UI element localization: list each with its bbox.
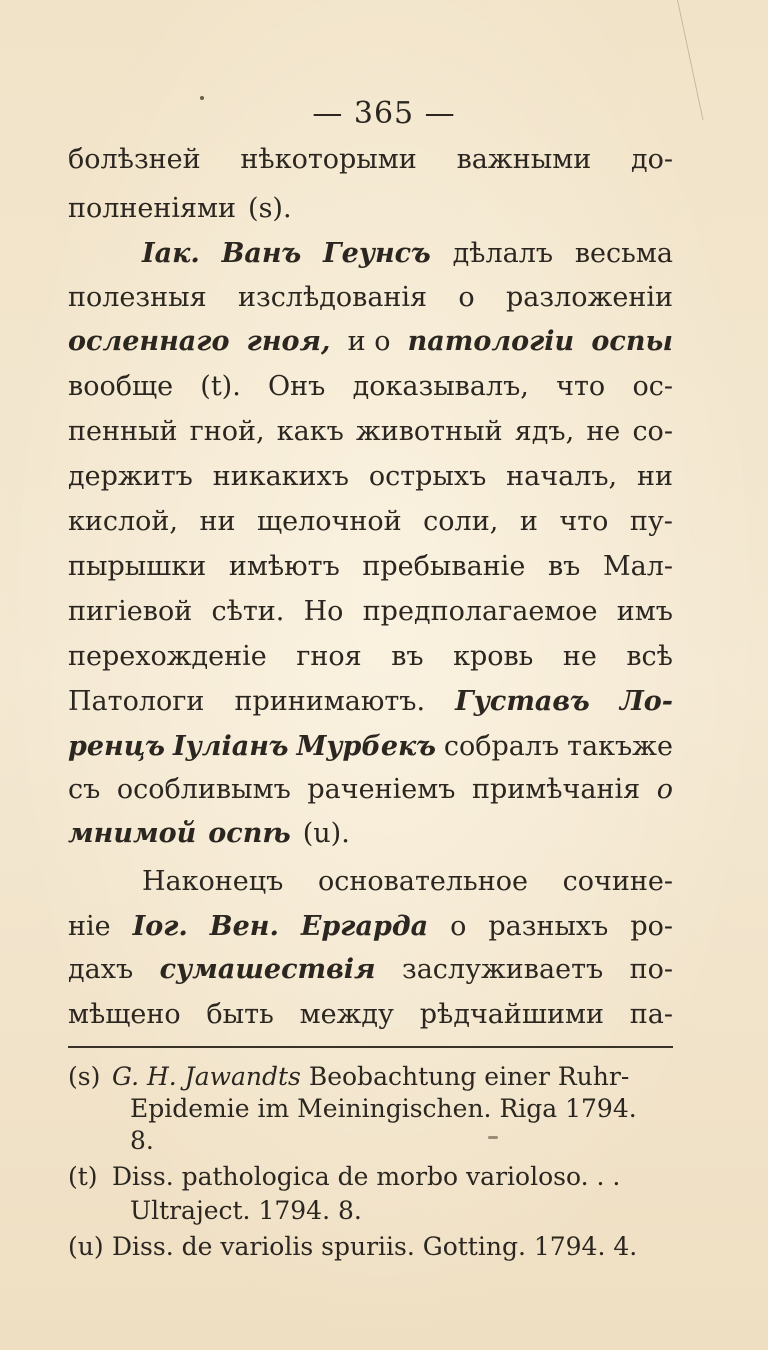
text-line	[68, 276, 673, 320]
footnote-text: Diss. pathologica de morbo varioloso. . .	[112, 1162, 621, 1191]
word: Геунсъ	[323, 238, 431, 269]
word: о	[450, 911, 467, 942]
page-number: — 365 —	[312, 96, 456, 131]
word: Вен.	[209, 911, 279, 942]
word: вообще	[68, 371, 174, 402]
word: такъже	[567, 731, 673, 762]
word: ренцъ	[68, 731, 166, 762]
word: Ванъ	[221, 238, 302, 269]
word: что	[556, 371, 606, 402]
word: пу-	[629, 506, 673, 537]
word: па-	[629, 999, 673, 1030]
word: мѣщено	[68, 999, 181, 1030]
footnote-text: Diss. de variolis spuriis. Gotting. 1794. 4.	[112, 1232, 638, 1261]
text-line	[68, 187, 673, 231]
word: пребываніе	[362, 551, 526, 582]
word: гноя,	[246, 326, 331, 357]
word: примѣчанія	[471, 774, 641, 805]
footnote-mark: (u)	[68, 1232, 104, 1261]
text-line	[68, 590, 673, 634]
word: между	[299, 999, 394, 1030]
word: разныхъ	[488, 911, 609, 942]
word: оспы	[591, 326, 673, 357]
word: (t).	[200, 371, 241, 402]
word: по-	[629, 954, 673, 985]
word: предполагаемое	[362, 596, 598, 627]
word: Онъ	[268, 371, 326, 402]
word: (u).	[302, 818, 350, 849]
word: началъ,	[506, 461, 618, 492]
word: Наконецъ	[142, 866, 284, 897]
word: всѣ	[626, 641, 673, 672]
word: болѣзней	[68, 144, 201, 175]
word: имѣютъ	[228, 551, 340, 582]
word: о	[656, 774, 673, 805]
footnote-author: G. H. Jawandts	[112, 1062, 301, 1091]
text-line	[68, 948, 673, 992]
word: изслѣдованія	[237, 282, 428, 313]
word: мнимой	[68, 818, 197, 849]
word: не	[562, 641, 597, 672]
word: Iак.	[142, 238, 200, 269]
text-line	[68, 812, 673, 856]
word: ни	[636, 461, 673, 492]
word: Мал-	[602, 551, 673, 582]
word: о	[458, 282, 475, 313]
word: перехожденіе	[68, 641, 267, 672]
footnote-rule	[68, 1046, 673, 1048]
word: гноя	[296, 641, 362, 672]
word: до-	[630, 144, 673, 175]
word: кровь	[453, 641, 534, 672]
footnote-t-line-2: Ultraject. 1794. 8.	[130, 1196, 362, 1225]
text-line	[68, 365, 673, 409]
word: кислой,	[68, 506, 178, 537]
text-line	[68, 725, 673, 769]
word: нѣкоторыми	[240, 144, 417, 175]
footnote-mark: (s)	[68, 1062, 101, 1091]
footnote-mark: (t)	[68, 1162, 98, 1191]
word: въ	[391, 641, 424, 672]
text-line	[68, 410, 673, 454]
footnote-text: Beobachtung einer Ruhr-	[308, 1062, 630, 1091]
text-line	[68, 545, 673, 589]
word: важными	[456, 144, 592, 175]
word: пырышки	[68, 551, 207, 582]
word: соли,	[423, 506, 499, 537]
word: сумашествія	[159, 954, 376, 985]
word: быть	[206, 999, 274, 1030]
word: особливымъ	[116, 774, 291, 805]
text-line	[68, 138, 673, 182]
footnote-u	[68, 1228, 673, 1266]
word: основательное	[318, 866, 528, 897]
word: Но	[303, 596, 344, 627]
text-line	[68, 768, 673, 812]
word: животный	[355, 416, 503, 447]
word: заслуживаетъ	[401, 954, 604, 985]
text-line	[142, 232, 673, 276]
word: патологіи	[407, 326, 575, 357]
word: Мурбекъ	[296, 731, 436, 762]
word: имъ	[616, 596, 673, 627]
text-line	[142, 860, 673, 904]
word: ос-	[632, 371, 673, 402]
footnote-s-line-3: 8.	[130, 1126, 154, 1155]
word: что	[559, 506, 609, 537]
footnote-s-line-2: Epidemie im Meiningischen. Riga 1794.	[130, 1094, 637, 1123]
word: ядъ,	[514, 416, 575, 447]
word: держитъ	[68, 461, 193, 492]
word: Ло-	[619, 686, 673, 717]
word: Патологи	[68, 686, 205, 717]
word: оспѣ	[208, 818, 291, 849]
word: дѣлалъ	[452, 238, 554, 269]
word: Густавъ	[455, 686, 590, 717]
word: пенный	[68, 416, 178, 447]
word: раченіемъ	[307, 774, 456, 805]
text-line	[68, 320, 673, 364]
word: разложеніи	[506, 282, 673, 313]
word: со-	[632, 416, 673, 447]
word: дахъ	[68, 954, 134, 985]
word: полезныя	[68, 282, 207, 313]
text-line	[68, 455, 673, 499]
footnote-t	[68, 1158, 673, 1196]
text-line	[68, 635, 673, 679]
word: ро-	[630, 911, 673, 942]
word: и	[519, 506, 538, 537]
word: какъ	[276, 416, 344, 447]
word: не	[586, 416, 621, 447]
word: (s).	[248, 193, 292, 224]
text-line	[68, 500, 673, 544]
word: пигіевой	[68, 596, 193, 627]
word: никакихъ	[212, 461, 349, 492]
word: гной,	[189, 416, 265, 447]
text-line	[68, 680, 673, 724]
word: собралъ	[443, 731, 560, 762]
word: сѣти.	[211, 596, 285, 627]
word: и о	[347, 326, 391, 357]
word: рѣдчайшими	[419, 999, 604, 1030]
word: принимаютъ.	[234, 686, 426, 717]
word: осленнаго	[68, 326, 230, 357]
word: ніе	[68, 911, 111, 942]
word: доказывалъ,	[352, 371, 529, 402]
word: въ	[547, 551, 581, 582]
text-line	[68, 905, 673, 949]
word: сочине-	[562, 866, 673, 897]
word: весьма	[574, 238, 673, 269]
word: острыхъ	[368, 461, 487, 492]
word: съ	[68, 774, 101, 805]
word: полненіями	[68, 193, 237, 224]
word: Iуліанъ	[172, 731, 289, 762]
word: щелочной	[257, 506, 402, 537]
word: Iог.	[132, 911, 188, 942]
text-line	[68, 993, 673, 1037]
word: Ергарда	[300, 911, 429, 942]
word: ни	[199, 506, 236, 537]
